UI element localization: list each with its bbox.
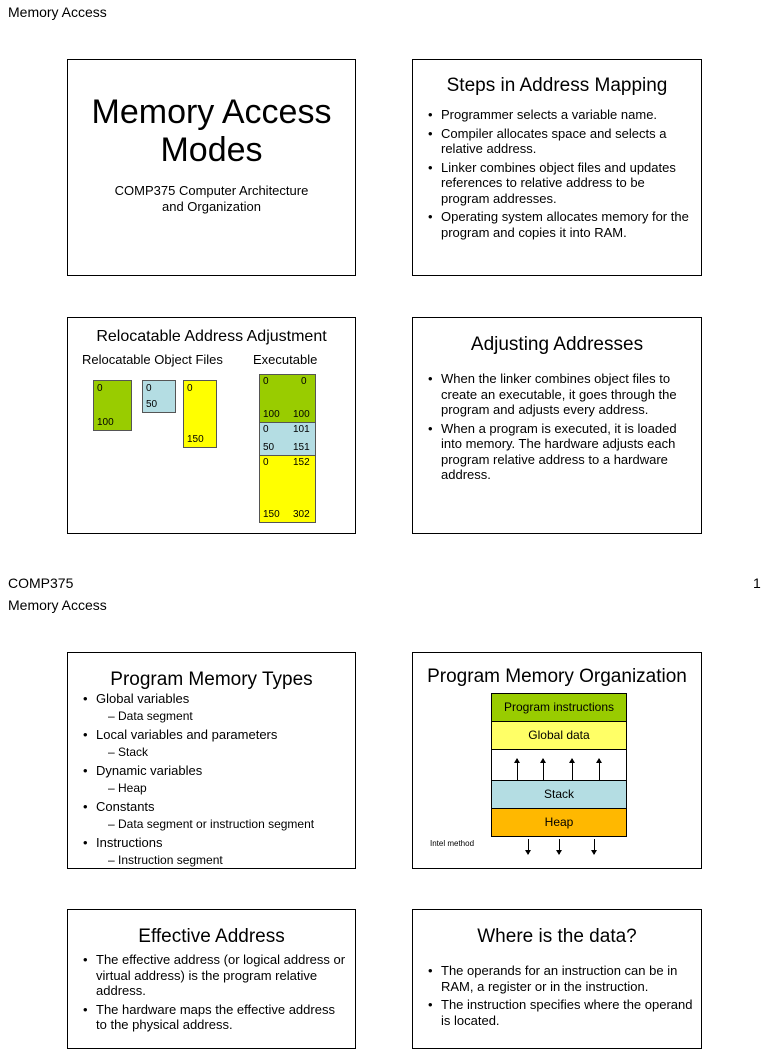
exec-segment-blue: 0 101 50 151 <box>259 422 316 456</box>
slide-relocatable <box>67 317 356 534</box>
arrow-down-icon <box>594 839 595 854</box>
slide-memory-types <box>67 652 356 869</box>
list-item: • The instruction specifies where the operand is located. <box>428 997 693 1028</box>
adjust-list <box>428 371 693 486</box>
slide-subtitle-line1: COMP375 Computer Architecture <box>114 183 309 198</box>
arrow-up-icon <box>599 759 600 780</box>
list-item: • The effective address (or logical address or virtual address) is the program relative address. <box>83 952 348 999</box>
slide-org-title: Program Memory Organization <box>427 666 687 687</box>
slide-main-title: Memory Access Modes <box>91 93 332 169</box>
page-number: 1 <box>753 575 761 591</box>
list-item: • Programmer selects a variable name. <box>428 107 693 123</box>
slide-title <box>67 59 356 276</box>
list-item: • Global variables – Data segment <box>83 691 353 724</box>
list-item: • Local variables and parameters – Stack <box>83 727 353 760</box>
segment-global-data: Global data <box>491 721 627 750</box>
list-item: • When a program is executed, it is loaded into memory. The hardware adjusts each program relative address to a hardware address. <box>428 421 693 483</box>
slide-reloc-title: Relocatable Address Adjustment <box>96 328 327 345</box>
list-item: • When the linker combines object files to create an executable, it goes through the program and adjusts every address. <box>428 371 693 418</box>
list-item: • Dynamic variables – Heap <box>83 763 353 796</box>
segment-stack: Stack <box>491 780 627 809</box>
arrow-down-icon <box>528 839 529 854</box>
segment-heap: Heap <box>491 808 627 837</box>
effective-list <box>83 952 348 1036</box>
slide-steps-title: Steps in Address Mapping <box>446 75 668 96</box>
list-item: • Operating system allocates memory for the program and copies it into RAM. <box>428 209 693 240</box>
slide-adjusting <box>412 317 702 534</box>
exec-segment-green: 0 0 100 100 <box>259 374 316 423</box>
page-header: Memory Access <box>8 4 107 20</box>
segment-free-space <box>491 749 627 781</box>
arrow-up-icon <box>572 759 573 780</box>
intel-method-note: Intel method <box>430 839 475 848</box>
slide-effective-address <box>67 909 356 1049</box>
object-file-blue: 0 50 <box>142 380 176 413</box>
object-file-yellow: 0 150 <box>183 380 217 448</box>
slide-steps <box>412 59 702 276</box>
object-file-green: 0 100 <box>93 380 132 431</box>
page-header-2: Memory Access <box>8 597 107 613</box>
slide-where-data <box>412 909 702 1049</box>
arrow-up-icon <box>517 759 518 780</box>
label-executable: Executable <box>253 352 318 367</box>
steps-list <box>428 107 693 243</box>
where-list <box>428 963 693 1031</box>
list-item: • Linker combines object files and updates references to relative address to be program addresses. <box>428 160 693 207</box>
page-footer-left: COMP375 <box>8 575 74 591</box>
arrow-up-icon <box>543 759 544 780</box>
exec-segment-yellow: 0 152 150 302 <box>259 455 316 523</box>
arrow-down-icon <box>559 839 560 854</box>
slide-subtitle-line2: and Organization <box>161 199 261 214</box>
label-object-files: Relocatable Object Files <box>82 352 223 367</box>
list-item: • Constants – Data segment or instruction segment <box>83 799 353 832</box>
list-item: • The hardware maps the effective address to the physical address. <box>83 1002 348 1033</box>
slide-where-title: Where is the data? <box>477 926 637 947</box>
slide-adjust-title: Adjusting Addresses <box>470 334 644 355</box>
list-item: • Instructions – Instruction segment <box>83 835 353 868</box>
list-item: • Compiler allocates space and selects a relative address. <box>428 126 693 157</box>
list-item: • The operands for an instruction can be in RAM, a register or in the instruction. <box>428 963 693 994</box>
types-list <box>83 691 353 869</box>
slide-effective-title: Effective Address <box>138 926 285 947</box>
slide-memory-org <box>412 652 702 869</box>
segment-program-instructions: Program instructions <box>491 693 627 722</box>
slide-types-title: Program Memory Types <box>110 669 313 690</box>
